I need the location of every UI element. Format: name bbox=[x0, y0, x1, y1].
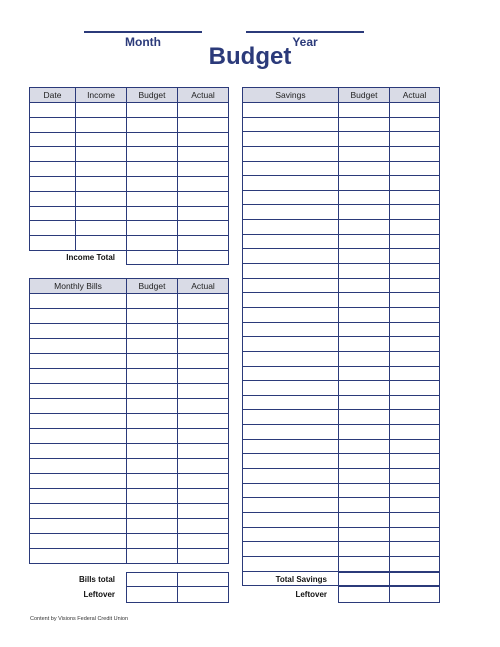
bills-leftover-label: Leftover bbox=[83, 590, 115, 599]
savings-cell[interactable] bbox=[390, 220, 440, 235]
savings-cell[interactable] bbox=[339, 220, 390, 235]
bills-row bbox=[30, 294, 229, 309]
income-row bbox=[30, 176, 229, 191]
bills-cell[interactable] bbox=[30, 549, 127, 564]
bills-cell[interactable] bbox=[178, 294, 229, 309]
year-label: Year bbox=[292, 35, 318, 49]
savings-total-label: Total Savings bbox=[275, 575, 327, 584]
bills-total-budget-cell[interactable] bbox=[127, 573, 178, 587]
savings-row bbox=[243, 307, 440, 322]
savings-table bbox=[242, 87, 440, 586]
savings-cell[interactable] bbox=[243, 307, 339, 322]
income-cell[interactable] bbox=[30, 103, 76, 118]
savings-row bbox=[243, 176, 440, 191]
savings-cell[interactable] bbox=[339, 410, 390, 425]
savings-row bbox=[243, 483, 440, 498]
savings-cell[interactable] bbox=[390, 132, 440, 147]
bills-row bbox=[30, 309, 229, 324]
savings-cell[interactable] bbox=[243, 469, 339, 484]
savings-cell[interactable] bbox=[390, 249, 440, 264]
savings-cell[interactable] bbox=[339, 337, 390, 352]
month-underline bbox=[84, 31, 202, 33]
savings-cell[interactable] bbox=[390, 410, 440, 425]
income-cell[interactable] bbox=[127, 147, 178, 162]
savings-cell[interactable] bbox=[243, 322, 339, 337]
savings-row bbox=[243, 103, 440, 118]
bills-cell[interactable] bbox=[127, 444, 178, 459]
savings-cell[interactable] bbox=[339, 439, 390, 454]
savings-cell[interactable] bbox=[243, 146, 339, 161]
income-row bbox=[30, 236, 229, 251]
income-cell[interactable] bbox=[30, 206, 76, 221]
bills-cell[interactable] bbox=[30, 519, 127, 534]
bills-col-actual: Actual bbox=[178, 279, 229, 294]
bills-cell[interactable] bbox=[178, 324, 229, 339]
savings-cell[interactable] bbox=[390, 234, 440, 249]
income-cell[interactable] bbox=[76, 117, 127, 132]
bills-cell[interactable] bbox=[127, 294, 178, 309]
bills-col-name: Monthly Bills bbox=[30, 279, 127, 294]
income-col-actual: Actual bbox=[178, 88, 229, 103]
income-row bbox=[30, 191, 229, 206]
income-cell[interactable] bbox=[178, 132, 229, 147]
income-cell[interactable] bbox=[127, 132, 178, 147]
bills-cell[interactable] bbox=[30, 369, 127, 384]
savings-row bbox=[243, 498, 440, 513]
income-cell[interactable] bbox=[127, 176, 178, 191]
savings-cell[interactable] bbox=[390, 161, 440, 176]
savings-cell[interactable] bbox=[390, 395, 440, 410]
income-total-row bbox=[126, 250, 229, 265]
savings-row bbox=[243, 146, 440, 161]
savings-cell[interactable] bbox=[243, 512, 339, 527]
bills-cell[interactable] bbox=[127, 549, 178, 564]
savings-cell[interactable] bbox=[339, 293, 390, 308]
savings-total-budget-cell[interactable] bbox=[339, 573, 390, 587]
bills-cell[interactable] bbox=[127, 534, 178, 549]
savings-total-rows bbox=[338, 572, 440, 603]
savings-cell[interactable] bbox=[390, 425, 440, 440]
savings-cell[interactable] bbox=[339, 527, 390, 542]
savings-cell[interactable] bbox=[390, 527, 440, 542]
bills-row bbox=[30, 534, 229, 549]
bills-cell[interactable] bbox=[30, 399, 127, 414]
income-cell[interactable] bbox=[30, 132, 76, 147]
bills-cell[interactable] bbox=[127, 414, 178, 429]
savings-row bbox=[243, 425, 440, 440]
bills-cell[interactable] bbox=[178, 549, 229, 564]
savings-row bbox=[243, 395, 440, 410]
savings-cell[interactable] bbox=[390, 146, 440, 161]
savings-cell[interactable] bbox=[390, 176, 440, 191]
savings-cell[interactable] bbox=[243, 439, 339, 454]
bills-cell[interactable] bbox=[30, 429, 127, 444]
bills-total-rows bbox=[126, 572, 229, 603]
savings-row bbox=[243, 439, 440, 454]
bills-cell[interactable] bbox=[178, 429, 229, 444]
savings-cell[interactable] bbox=[339, 264, 390, 279]
bills-cell[interactable] bbox=[178, 504, 229, 519]
savings-row bbox=[243, 249, 440, 264]
savings-cell[interactable] bbox=[390, 307, 440, 322]
savings-cell[interactable] bbox=[390, 469, 440, 484]
income-cell[interactable] bbox=[127, 103, 178, 118]
income-total-actual-cell[interactable] bbox=[178, 251, 229, 265]
bills-cell[interactable] bbox=[127, 354, 178, 369]
bills-cell[interactable] bbox=[30, 504, 127, 519]
savings-row bbox=[243, 161, 440, 176]
savings-cell[interactable] bbox=[339, 512, 390, 527]
savings-cell[interactable] bbox=[390, 103, 440, 118]
savings-row bbox=[243, 190, 440, 205]
bills-cell[interactable] bbox=[30, 309, 127, 324]
savings-cell[interactable] bbox=[339, 469, 390, 484]
savings-cell[interactable] bbox=[243, 542, 339, 557]
income-cell[interactable] bbox=[127, 117, 178, 132]
savings-cell[interactable] bbox=[339, 161, 390, 176]
bills-cell[interactable] bbox=[178, 474, 229, 489]
income-row bbox=[30, 206, 229, 221]
income-cell[interactable] bbox=[178, 236, 229, 251]
bills-cell[interactable] bbox=[127, 369, 178, 384]
income-cell[interactable] bbox=[127, 221, 178, 236]
savings-cell[interactable] bbox=[390, 322, 440, 337]
savings-cell[interactable] bbox=[243, 176, 339, 191]
savings-cell[interactable] bbox=[390, 293, 440, 308]
monthly-bills-table bbox=[29, 278, 229, 564]
savings-cell[interactable] bbox=[339, 395, 390, 410]
savings-cell[interactable] bbox=[390, 117, 440, 132]
savings-row bbox=[243, 220, 440, 235]
savings-cell[interactable] bbox=[339, 205, 390, 220]
savings-row bbox=[243, 454, 440, 469]
savings-cell[interactable] bbox=[339, 498, 390, 513]
savings-header-row bbox=[243, 88, 440, 103]
income-cell[interactable] bbox=[76, 236, 127, 251]
savings-cell[interactable] bbox=[243, 454, 339, 469]
savings-cell[interactable] bbox=[339, 234, 390, 249]
income-cell[interactable] bbox=[30, 147, 76, 162]
savings-cell[interactable] bbox=[243, 366, 339, 381]
bills-row bbox=[30, 399, 229, 414]
bills-cell[interactable] bbox=[30, 534, 127, 549]
bills-header-row bbox=[30, 279, 229, 294]
savings-cell[interactable] bbox=[390, 337, 440, 352]
savings-leftover-actual-cell[interactable] bbox=[390, 586, 440, 602]
page-title: Budget bbox=[208, 43, 292, 70]
income-cell[interactable] bbox=[76, 147, 127, 162]
savings-row bbox=[243, 410, 440, 425]
savings-row bbox=[243, 278, 440, 293]
savings-cell[interactable] bbox=[390, 483, 440, 498]
savings-cell[interactable] bbox=[243, 264, 339, 279]
income-cell[interactable] bbox=[30, 176, 76, 191]
savings-cell[interactable] bbox=[339, 249, 390, 264]
savings-cell[interactable] bbox=[390, 454, 440, 469]
bills-row bbox=[30, 519, 229, 534]
savings-col-budget: Budget bbox=[339, 88, 390, 103]
bills-cell[interactable] bbox=[127, 339, 178, 354]
income-cell[interactable] bbox=[127, 236, 178, 251]
savings-row bbox=[243, 556, 440, 571]
bills-cell[interactable] bbox=[30, 489, 127, 504]
savings-cell[interactable] bbox=[390, 366, 440, 381]
bills-cell[interactable] bbox=[30, 444, 127, 459]
bills-cell[interactable] bbox=[127, 459, 178, 474]
income-cell[interactable] bbox=[76, 191, 127, 206]
savings-row bbox=[243, 381, 440, 396]
footer-credit: Content by Visions Federal Credit Union bbox=[30, 616, 129, 622]
savings-cell[interactable] bbox=[243, 161, 339, 176]
income-cell[interactable] bbox=[127, 162, 178, 177]
income-cell[interactable] bbox=[76, 206, 127, 221]
bills-cell[interactable] bbox=[178, 414, 229, 429]
income-header-row bbox=[30, 88, 229, 103]
bills-row bbox=[30, 339, 229, 354]
savings-total-actual-cell[interactable] bbox=[390, 573, 440, 587]
bills-row bbox=[30, 324, 229, 339]
savings-cell[interactable] bbox=[243, 220, 339, 235]
bills-row bbox=[30, 354, 229, 369]
bills-cell[interactable] bbox=[178, 399, 229, 414]
bills-cell[interactable] bbox=[178, 459, 229, 474]
savings-row bbox=[243, 293, 440, 308]
savings-cell[interactable] bbox=[339, 176, 390, 191]
income-cell[interactable] bbox=[178, 206, 229, 221]
savings-row bbox=[243, 512, 440, 527]
bills-col-budget: Budget bbox=[127, 279, 178, 294]
savings-row bbox=[243, 337, 440, 352]
savings-cell[interactable] bbox=[390, 264, 440, 279]
savings-row bbox=[243, 322, 440, 337]
savings-cell[interactable] bbox=[390, 351, 440, 366]
savings-cell[interactable] bbox=[243, 234, 339, 249]
bills-row bbox=[30, 444, 229, 459]
income-row bbox=[30, 147, 229, 162]
savings-cell[interactable] bbox=[243, 337, 339, 352]
bills-cell[interactable] bbox=[30, 339, 127, 354]
savings-cell[interactable] bbox=[243, 425, 339, 440]
income-cell[interactable] bbox=[30, 191, 76, 206]
bills-cell[interactable] bbox=[127, 504, 178, 519]
bills-row bbox=[30, 549, 229, 564]
savings-cell[interactable] bbox=[339, 190, 390, 205]
savings-cell[interactable] bbox=[390, 556, 440, 571]
savings-cell[interactable] bbox=[243, 498, 339, 513]
savings-cell[interactable] bbox=[390, 512, 440, 527]
bills-cell[interactable] bbox=[178, 384, 229, 399]
savings-cell[interactable] bbox=[339, 146, 390, 161]
bills-cell[interactable] bbox=[178, 339, 229, 354]
savings-col-actual: Actual bbox=[390, 88, 440, 103]
savings-cell[interactable] bbox=[339, 556, 390, 571]
savings-row bbox=[243, 542, 440, 557]
savings-cell[interactable] bbox=[339, 425, 390, 440]
bills-cell[interactable] bbox=[127, 489, 178, 504]
bills-row bbox=[30, 489, 229, 504]
bills-cell[interactable] bbox=[30, 324, 127, 339]
income-cell[interactable] bbox=[76, 103, 127, 118]
bills-total-actual-cell[interactable] bbox=[178, 573, 229, 587]
bills-cell[interactable] bbox=[178, 534, 229, 549]
income-cell[interactable] bbox=[178, 221, 229, 236]
savings-cell[interactable] bbox=[390, 439, 440, 454]
savings-cell[interactable] bbox=[243, 410, 339, 425]
income-cell[interactable] bbox=[178, 191, 229, 206]
savings-cell[interactable] bbox=[243, 381, 339, 396]
bills-leftover-budget-cell[interactable] bbox=[127, 586, 178, 602]
savings-row bbox=[243, 117, 440, 132]
bills-row bbox=[30, 369, 229, 384]
bills-cell[interactable] bbox=[127, 429, 178, 444]
savings-cell[interactable] bbox=[339, 542, 390, 557]
savings-cell[interactable] bbox=[390, 498, 440, 513]
month-label: Month bbox=[125, 35, 161, 49]
savings-cell[interactable] bbox=[339, 132, 390, 147]
bills-cell[interactable] bbox=[30, 354, 127, 369]
savings-row bbox=[243, 469, 440, 484]
bills-row bbox=[30, 504, 229, 519]
income-cell[interactable] bbox=[178, 147, 229, 162]
bills-cell[interactable] bbox=[30, 384, 127, 399]
bills-row bbox=[30, 384, 229, 399]
savings-leftover-label: Leftover bbox=[295, 590, 327, 599]
savings-cell[interactable] bbox=[243, 278, 339, 293]
bills-cell[interactable] bbox=[127, 384, 178, 399]
savings-cell[interactable] bbox=[339, 278, 390, 293]
savings-cell[interactable] bbox=[339, 307, 390, 322]
income-row bbox=[30, 221, 229, 236]
income-total-label: Income Total bbox=[66, 253, 115, 262]
savings-cell[interactable] bbox=[339, 351, 390, 366]
income-row bbox=[30, 132, 229, 147]
savings-cell[interactable] bbox=[339, 366, 390, 381]
savings-row bbox=[243, 234, 440, 249]
income-cell[interactable] bbox=[178, 103, 229, 118]
income-cell[interactable] bbox=[76, 176, 127, 191]
savings-cell[interactable] bbox=[339, 103, 390, 118]
savings-cell[interactable] bbox=[243, 556, 339, 571]
bills-cell[interactable] bbox=[30, 414, 127, 429]
income-cell[interactable] bbox=[178, 176, 229, 191]
income-row bbox=[30, 117, 229, 132]
income-total-budget-cell[interactable] bbox=[127, 251, 178, 265]
income-cell[interactable] bbox=[76, 221, 127, 236]
savings-cell[interactable] bbox=[390, 190, 440, 205]
income-cell[interactable] bbox=[178, 162, 229, 177]
savings-cell[interactable] bbox=[390, 542, 440, 557]
bills-cell[interactable] bbox=[178, 519, 229, 534]
bills-row bbox=[30, 459, 229, 474]
income-cell[interactable] bbox=[178, 117, 229, 132]
income-col-income: Income bbox=[76, 88, 127, 103]
savings-cell[interactable] bbox=[243, 483, 339, 498]
bills-cell[interactable] bbox=[127, 324, 178, 339]
savings-cell[interactable] bbox=[339, 322, 390, 337]
income-cell[interactable] bbox=[76, 132, 127, 147]
income-col-budget: Budget bbox=[127, 88, 178, 103]
income-cell[interactable] bbox=[30, 221, 76, 236]
income-cell[interactable] bbox=[30, 236, 76, 251]
savings-cell[interactable] bbox=[243, 205, 339, 220]
savings-cell[interactable] bbox=[390, 205, 440, 220]
savings-cell[interactable] bbox=[339, 117, 390, 132]
savings-row bbox=[243, 205, 440, 220]
savings-cell[interactable] bbox=[339, 454, 390, 469]
savings-cell[interactable] bbox=[243, 132, 339, 147]
savings-cell[interactable] bbox=[243, 395, 339, 410]
bills-cell[interactable] bbox=[178, 369, 229, 384]
year-underline bbox=[246, 31, 364, 33]
bills-cell[interactable] bbox=[178, 309, 229, 324]
savings-cell[interactable] bbox=[243, 190, 339, 205]
bills-cell[interactable] bbox=[30, 474, 127, 489]
bills-cell[interactable] bbox=[178, 354, 229, 369]
income-row bbox=[30, 162, 229, 177]
savings-row bbox=[243, 366, 440, 381]
savings-cell[interactable] bbox=[243, 117, 339, 132]
bills-row bbox=[30, 414, 229, 429]
income-cell[interactable] bbox=[127, 206, 178, 221]
bills-cell[interactable] bbox=[30, 459, 127, 474]
income-row bbox=[30, 103, 229, 118]
bills-cell[interactable] bbox=[127, 399, 178, 414]
savings-cell[interactable] bbox=[243, 527, 339, 542]
savings-cell[interactable] bbox=[390, 278, 440, 293]
savings-col-name: Savings bbox=[243, 88, 339, 103]
savings-cell[interactable] bbox=[390, 381, 440, 396]
bills-row bbox=[30, 474, 229, 489]
savings-cell[interactable] bbox=[243, 103, 339, 118]
income-cell[interactable] bbox=[30, 162, 76, 177]
savings-cell[interactable] bbox=[243, 249, 339, 264]
savings-cell[interactable] bbox=[339, 381, 390, 396]
income-cell[interactable] bbox=[127, 191, 178, 206]
bills-cell[interactable] bbox=[127, 309, 178, 324]
bills-cell[interactable] bbox=[30, 294, 127, 309]
savings-row bbox=[243, 527, 440, 542]
bills-leftover-actual-cell[interactable] bbox=[178, 586, 229, 602]
income-table bbox=[29, 87, 229, 251]
savings-cell[interactable] bbox=[243, 351, 339, 366]
savings-row bbox=[243, 132, 440, 147]
income-col-date: Date bbox=[30, 88, 76, 103]
bills-cell[interactable] bbox=[127, 474, 178, 489]
bills-cell[interactable] bbox=[127, 519, 178, 534]
savings-cell[interactable] bbox=[339, 483, 390, 498]
bills-cell[interactable] bbox=[178, 489, 229, 504]
income-cell[interactable] bbox=[30, 117, 76, 132]
bills-cell[interactable] bbox=[178, 444, 229, 459]
savings-leftover-budget-cell[interactable] bbox=[339, 586, 390, 602]
savings-row bbox=[243, 351, 440, 366]
savings-row bbox=[243, 264, 440, 279]
income-cell[interactable] bbox=[76, 162, 127, 177]
bills-row bbox=[30, 429, 229, 444]
savings-cell[interactable] bbox=[243, 293, 339, 308]
bills-total-label: Bills total bbox=[78, 575, 115, 584]
